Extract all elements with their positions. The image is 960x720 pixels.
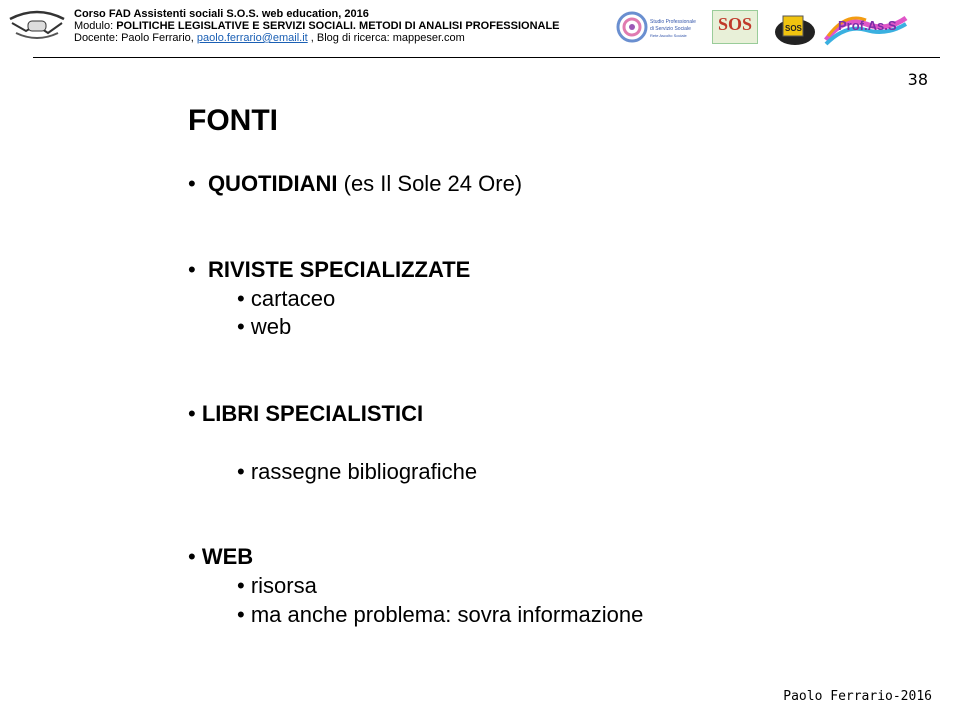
header-text (74, 8, 560, 44)
bullet-label: WEB (201, 544, 254, 569)
svg-text:di Servizio Sociale: di Servizio Sociale (650, 26, 691, 32)
sos-cube-logo-icon (774, 10, 816, 46)
sub-bullet-web (237, 314, 291, 340)
handshake-logo-icon (6, 3, 68, 45)
profass-logo-icon (824, 10, 908, 46)
svg-text:Studio Professionale: Studio Professionale (650, 19, 696, 25)
svg-text:Prof.As.S: Prof.As.S (838, 18, 897, 33)
bullet-item-quotidiani (188, 171, 522, 197)
bullet-label: QUOTIDIANI (207, 171, 338, 196)
sub-bullet-marker: • (237, 314, 245, 339)
sub-bullet-sovra-informazione (237, 602, 643, 628)
sub-bullet-text: web (250, 314, 292, 339)
slide-footer: Paolo Ferrario-2016 (783, 689, 932, 704)
svg-text:SOS: SOS (785, 24, 802, 33)
sub-bullet-rassegne (237, 459, 477, 485)
sub-bullet-marker: • (237, 602, 245, 627)
sub-bullet-cartaceo (237, 286, 335, 312)
svg-text:Rete Ascolto Sociale: Rete Ascolto Sociale (650, 33, 687, 38)
slide-header (0, 0, 960, 58)
sub-bullet-text: cartaceo (250, 286, 336, 311)
bullet-label: RIVISTE SPECIALIZZATE (207, 257, 471, 282)
bullet-detail: (es Il Sole 24 Ore) (337, 171, 523, 196)
bullet-item-riviste (188, 257, 470, 283)
partner-logos (616, 10, 916, 50)
bullet-marker: • (188, 544, 196, 569)
bullet-marker: • (188, 171, 196, 196)
sub-bullet-marker: • (237, 573, 245, 598)
bullet-item-web (188, 544, 253, 570)
course-title: Corso FAD Assistenti sociali S.O.S. web education, 2016 (74, 8, 369, 20)
sos-logo-icon (712, 10, 758, 44)
bullet-marker: • (188, 401, 196, 426)
bullet-marker: • (188, 257, 196, 282)
sub-bullet-text: rassegne bibliografiche (250, 459, 478, 484)
email-link[interactable]: paolo.ferrario@email.it (196, 32, 308, 44)
bullet-item-libri (188, 401, 423, 427)
module-title: POLITICHE LEGISLATIVE E SERVIZI SOCIALI. METODI DI ANALISI PROFESSIONALE (116, 20, 560, 32)
teacher-prefix: Docente: Paolo Ferrario, (74, 32, 197, 44)
module-prefix: Modulo: (74, 20, 117, 32)
sos-logo-text: SOS (718, 14, 753, 34)
sub-bullet-risorsa (237, 573, 317, 599)
sub-bullet-text: risorsa (250, 573, 317, 598)
blog-text: , Blog di ricerca: mappeser.com (307, 32, 465, 44)
sub-bullet-marker: • (237, 286, 245, 311)
slide-title: FONTI (188, 104, 278, 137)
header-divider (33, 57, 940, 58)
bullet-label: LIBRI SPECIALISTICI (201, 401, 424, 426)
sub-bullet-marker: • (237, 459, 245, 484)
circle-emblem-logo-icon (616, 10, 702, 44)
page-number: 38 (907, 70, 928, 89)
sub-bullet-text: ma anche problema: sovra informazione (250, 602, 644, 627)
